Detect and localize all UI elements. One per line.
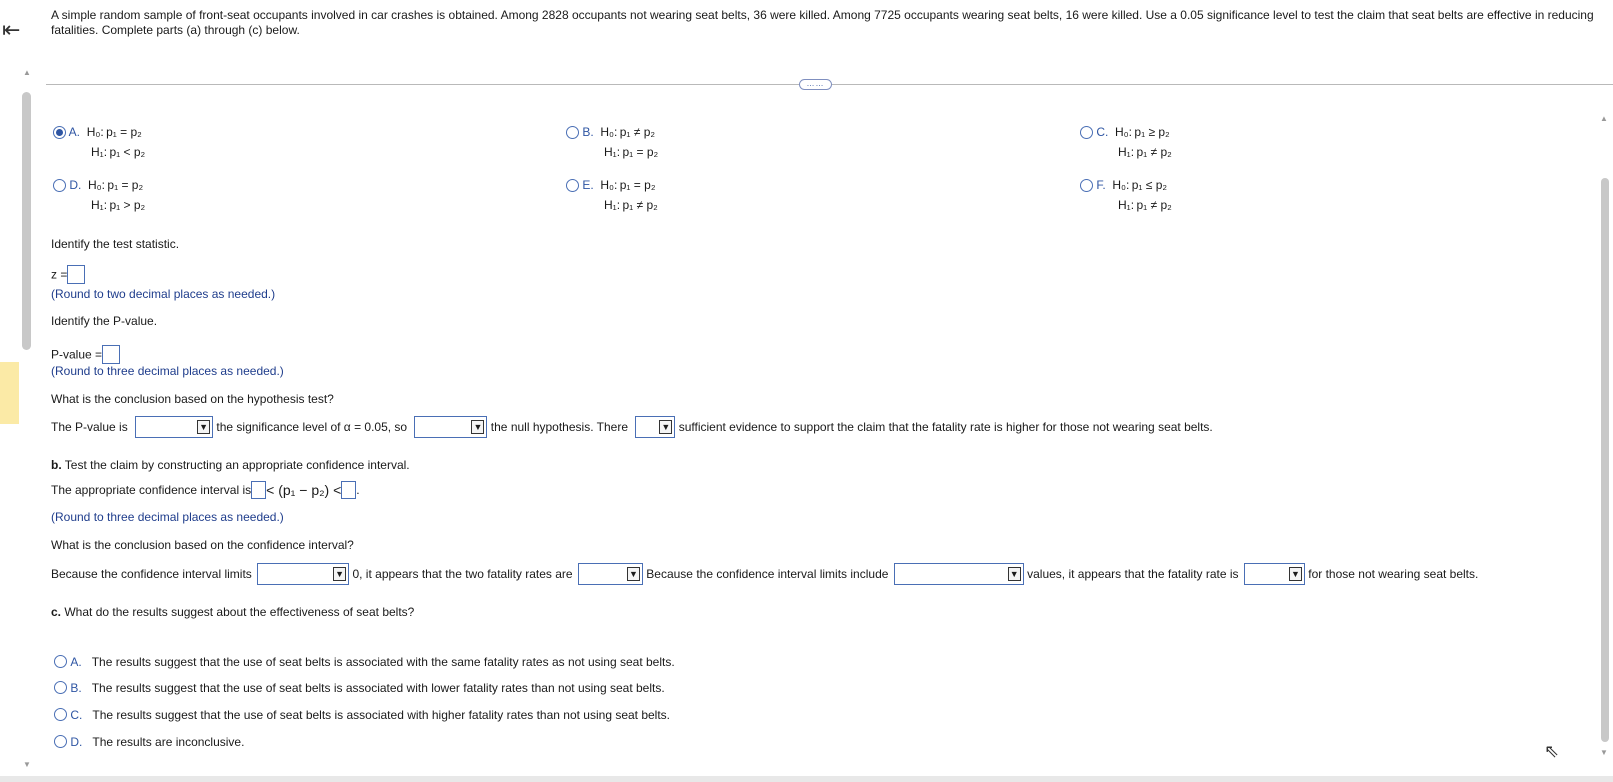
- h0-label: H₀:: [86, 125, 104, 139]
- h1-expression: p₁ < p₂: [107, 145, 146, 159]
- part-c-text: What do the results suggest about the effectiveness of seat belts?: [61, 605, 415, 619]
- ci-lower-input[interactable]: [251, 481, 266, 499]
- dropdown-arrow-icon: ▼: [197, 420, 210, 434]
- radio-c-c[interactable]: [54, 708, 67, 721]
- dropdown-arrow-icon: ▼: [333, 567, 346, 581]
- h1-expression: p₁ ≠ p₂: [1134, 145, 1172, 159]
- option-letter: A.: [68, 125, 81, 139]
- ci-middle: < (p₁ − p₂) <: [266, 482, 342, 498]
- mouse-pointer-icon: ⇖: [1544, 741, 1560, 761]
- p-value-comparison-dropdown[interactable]: [135, 416, 213, 438]
- h0-expression: p₁ ≤ p₂: [1129, 178, 1168, 192]
- text-part: The P-value is: [51, 420, 128, 434]
- z-row: [51, 265, 85, 284]
- p-value-input[interactable]: [102, 345, 120, 364]
- right-scroll-down-icon[interactable]: ▼: [1600, 748, 1608, 757]
- ci-values-dropdown[interactable]: [894, 563, 1024, 585]
- option-letter: C.: [70, 707, 83, 722]
- text-part: for those not wearing seat belts.: [1308, 567, 1479, 581]
- dropdown-arrow-icon: ▼: [627, 567, 640, 581]
- option-text: The results suggest that the use of seat belts is associated with lower fatality rates than not using seat belts.: [91, 680, 665, 695]
- p-value-prompt: Identify the P-value.: [51, 314, 158, 328]
- part-b-heading: [51, 458, 410, 472]
- fatality-rates-dropdown[interactable]: [578, 563, 643, 585]
- option-letter: F.: [1096, 178, 1106, 192]
- h0-label: H₀:: [600, 125, 618, 139]
- z-hint: (Round to two decimal places as needed.): [51, 287, 276, 301]
- ci-suffix: .: [356, 483, 360, 497]
- fatality-rate-comparison-dropdown[interactable]: [1244, 563, 1305, 585]
- z-label: z =: [51, 267, 68, 282]
- h1-label: H₁:: [604, 198, 621, 212]
- hypothesis-option-b[interactable]: [566, 122, 658, 162]
- option-letter: E.: [582, 178, 594, 192]
- h0-expression: p₁ = p₂: [105, 178, 144, 192]
- hypothesis-option-f[interactable]: [1080, 175, 1172, 215]
- option-text: The results suggest that the use of seat belts is associated with the same fatality rates as not using seat belts.: [91, 654, 675, 669]
- h0-label: H₀:: [88, 178, 105, 192]
- h1-expression: p₁ ≠ p₂: [1134, 198, 1172, 212]
- part-c-option-d[interactable]: [54, 734, 244, 749]
- h1-expression: p₁ ≠ p₂: [620, 198, 658, 212]
- expand-more-button[interactable]: ……: [799, 79, 832, 90]
- text-part: Because the confidence interval limits: [51, 567, 252, 581]
- option-letter: D.: [70, 734, 83, 749]
- test-statistic-prompt: Identify the test statistic.: [51, 237, 180, 251]
- right-scroll-up-icon[interactable]: ▲: [1600, 114, 1608, 123]
- option-letter: C.: [1096, 125, 1109, 139]
- radio-d[interactable]: [53, 179, 66, 192]
- h1-label: H₁:: [91, 198, 108, 212]
- radio-f[interactable]: [1080, 179, 1093, 192]
- radio-a[interactable]: [53, 126, 66, 139]
- dropdown-arrow-icon: ▼: [659, 420, 672, 434]
- ci-upper-input[interactable]: [341, 481, 356, 499]
- p-value-row: [51, 345, 120, 364]
- h0-label: H₀:: [600, 178, 618, 192]
- dropdown-arrow-icon: ▼: [1289, 567, 1302, 581]
- option-text: The results are inconclusive.: [92, 734, 245, 749]
- radio-b[interactable]: [566, 126, 579, 139]
- radio-c-d[interactable]: [54, 735, 67, 748]
- ci-hint: (Round to three decimal places as needed.): [51, 510, 284, 524]
- left-scroll-up-icon[interactable]: ▲: [23, 68, 31, 77]
- problem-statement: A simple random sample of front-seat occupants involved in car crashes is obtained. Among 2828 occupants not wearing seat belts, 36 were killed. Among 7725 occupants wearing seat belts, 16 were killed. Use a 0.05 significance level to test the claim that seat belts are effective in reducing fatalities. Complete parts (a) through (c) below.: [51, 8, 1594, 37]
- h0-label: H₀:: [1115, 125, 1132, 139]
- option-letter: D.: [69, 178, 82, 192]
- hypothesis-option-c[interactable]: [1080, 122, 1172, 162]
- part-c-option-c[interactable]: [54, 707, 670, 722]
- option-text: The results suggest that the use of seat belts is associated with higher fatality rates than not using seat belts.: [92, 707, 671, 722]
- reject-decision-dropdown[interactable]: [414, 416, 487, 438]
- ci-prefix: The appropriate confidence interval is: [51, 483, 252, 497]
- part-c-letter: c.: [51, 605, 62, 619]
- hypothesis-option-e[interactable]: [566, 175, 658, 215]
- text-part: the significance level of α = 0.05, so: [216, 420, 408, 434]
- conclusion-hyp-prompt: What is the conclusion based on the hypothesis test?: [51, 392, 334, 406]
- h0-expression: p₁ = p₂: [617, 178, 656, 192]
- h1-label: H₁:: [91, 145, 108, 159]
- text-part: the null hypothesis. There: [490, 420, 628, 434]
- h1-label: H₁:: [604, 145, 621, 159]
- part-b-text: Test the claim by constructing an appropriate confidence interval.: [61, 458, 410, 472]
- right-scrollbar-thumb[interactable]: [1601, 178, 1609, 742]
- left-scroll-down-icon[interactable]: ▼: [23, 760, 31, 769]
- ci-limits-dropdown[interactable]: [257, 563, 349, 585]
- bottom-bar: [0, 776, 1613, 782]
- conclusion-hyp-row: [51, 416, 1213, 438]
- option-letter: B.: [70, 680, 82, 695]
- h1-label: H₁:: [1118, 198, 1135, 212]
- hypothesis-option-d[interactable]: [53, 175, 145, 215]
- option-letter: A.: [70, 654, 82, 669]
- h0-expression: p₁ ≠ p₂: [617, 125, 656, 139]
- evidence-dropdown[interactable]: [635, 416, 675, 438]
- back-to-start-icon[interactable]: ⇤: [2, 17, 21, 42]
- h0-expression: p₁ ≥ p₂: [1132, 125, 1170, 139]
- p-value-hint: (Round to three decimal places as needed.): [51, 364, 284, 378]
- ci-conclusion-row: [51, 563, 1478, 585]
- radio-c-b[interactable]: [54, 681, 67, 694]
- option-letter: B.: [582, 125, 594, 139]
- left-rail-highlight: [0, 362, 19, 424]
- radio-c-a[interactable]: [54, 655, 67, 668]
- radio-c[interactable]: [1080, 126, 1093, 139]
- text-part: sufficient evidence to support the claim that the fatality rate is higher for those not wearing seat belts.: [678, 420, 1213, 434]
- ci-row: [51, 481, 360, 499]
- ci-conclusion-prompt: What is the conclusion based on the confidence interval?: [51, 538, 354, 552]
- h1-label: H₁:: [1118, 145, 1135, 159]
- part-c-heading: [51, 605, 414, 619]
- p-value-label: P-value =: [51, 347, 103, 362]
- part-c-option-a[interactable]: [54, 654, 675, 669]
- text-part: 0, it appears that the two fatality rates are: [352, 567, 573, 581]
- radio-e[interactable]: [566, 179, 579, 192]
- z-input[interactable]: [67, 265, 85, 284]
- part-c-option-b[interactable]: [54, 680, 665, 695]
- part-b-letter: b.: [51, 458, 62, 472]
- text-part: Because the confidence interval limits include: [646, 567, 889, 581]
- left-scrollbar-thumb[interactable]: [22, 92, 31, 350]
- hypothesis-option-a[interactable]: [53, 122, 145, 162]
- h0-label: H₀:: [1112, 178, 1130, 192]
- h1-expression: p₁ = p₂: [620, 145, 659, 159]
- h1-expression: p₁ > p₂: [107, 198, 146, 212]
- dropdown-arrow-icon: ▼: [1008, 567, 1021, 581]
- h0-expression: p₁ = p₂: [103, 125, 142, 139]
- text-part: values, it appears that the fatality rate is: [1027, 567, 1239, 581]
- dropdown-arrow-icon: ▼: [471, 420, 484, 434]
